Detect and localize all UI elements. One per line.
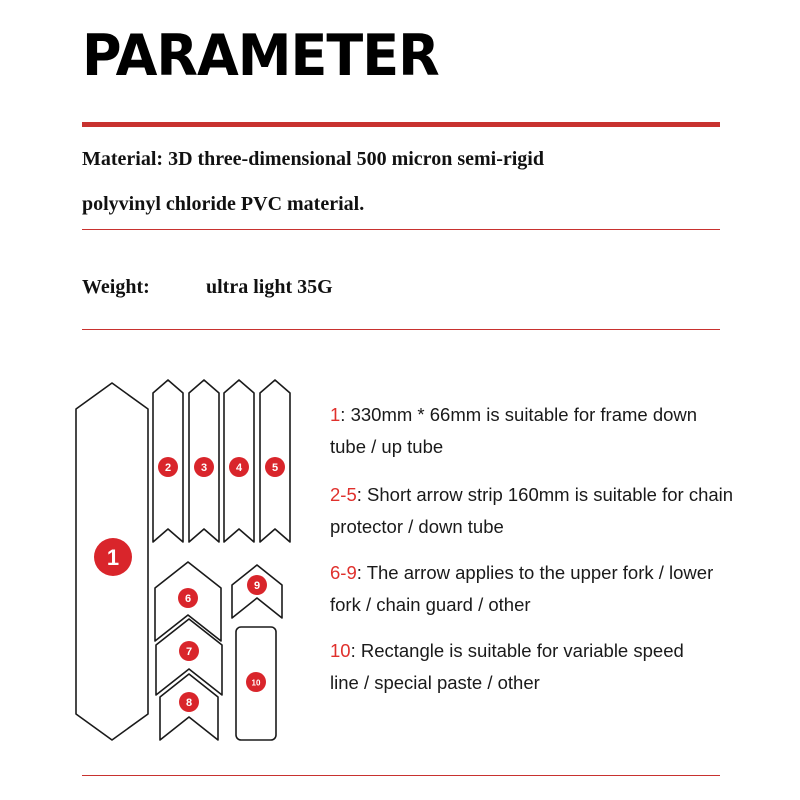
desc-1-line-1: [330, 406, 697, 425]
desc-3-line-1: [330, 564, 713, 583]
badge-8-label: 8: [185, 696, 193, 709]
desc-4-number: 10: [330, 640, 351, 661]
desc-2-line-2: protector / down tube: [330, 516, 504, 537]
badge-6-label: 6: [184, 592, 192, 605]
material-line-2: polyvinyl chloride PVC material.: [82, 193, 365, 215]
badge-10-label: 10: [251, 678, 261, 688]
desc-3-line-2: fork / chain guard / other: [330, 594, 531, 615]
desc-1-number: 1: [330, 404, 341, 425]
desc-1-text: : 330mm * 66mm is suitable for frame down: [340, 404, 698, 425]
bottom-divider: [82, 775, 720, 776]
desc-3-text: : The arrow applies to the upper fork / lower: [356, 562, 714, 583]
desc-4-line-2: line / special paste / other: [330, 672, 540, 693]
badge-1-label: 1: [106, 544, 120, 570]
material-line-1: Material: 3D three-dimensional 500 micron semi-rigid: [82, 148, 544, 170]
badge-2-label: 2: [164, 461, 172, 474]
page-title: PARAMETER: [82, 22, 439, 89]
desc-3-number: 6-9: [330, 562, 357, 583]
desc-2-text: : Short arrow strip 160mm is suitable for chain: [356, 484, 734, 505]
desc-4-line-1: [330, 642, 684, 661]
pieces-diagram: [0, 0, 320, 800]
desc-2-line-1: [330, 486, 733, 505]
badge-3-label: 3: [200, 461, 208, 474]
weight-value: ultra light 35G: [206, 276, 333, 298]
desc-1-line-2: tube / up tube: [330, 436, 444, 457]
badge-5-label: 5: [271, 461, 279, 474]
badge-7-label: 7: [185, 645, 193, 658]
badge-9-label: 9: [253, 579, 261, 592]
desc-2-number: 2-5: [330, 484, 357, 505]
badge-4-label: 4: [235, 461, 243, 474]
weight-label: Weight:: [82, 276, 150, 298]
desc-4-text: : Rectangle is suitable for variable speed: [350, 640, 684, 661]
